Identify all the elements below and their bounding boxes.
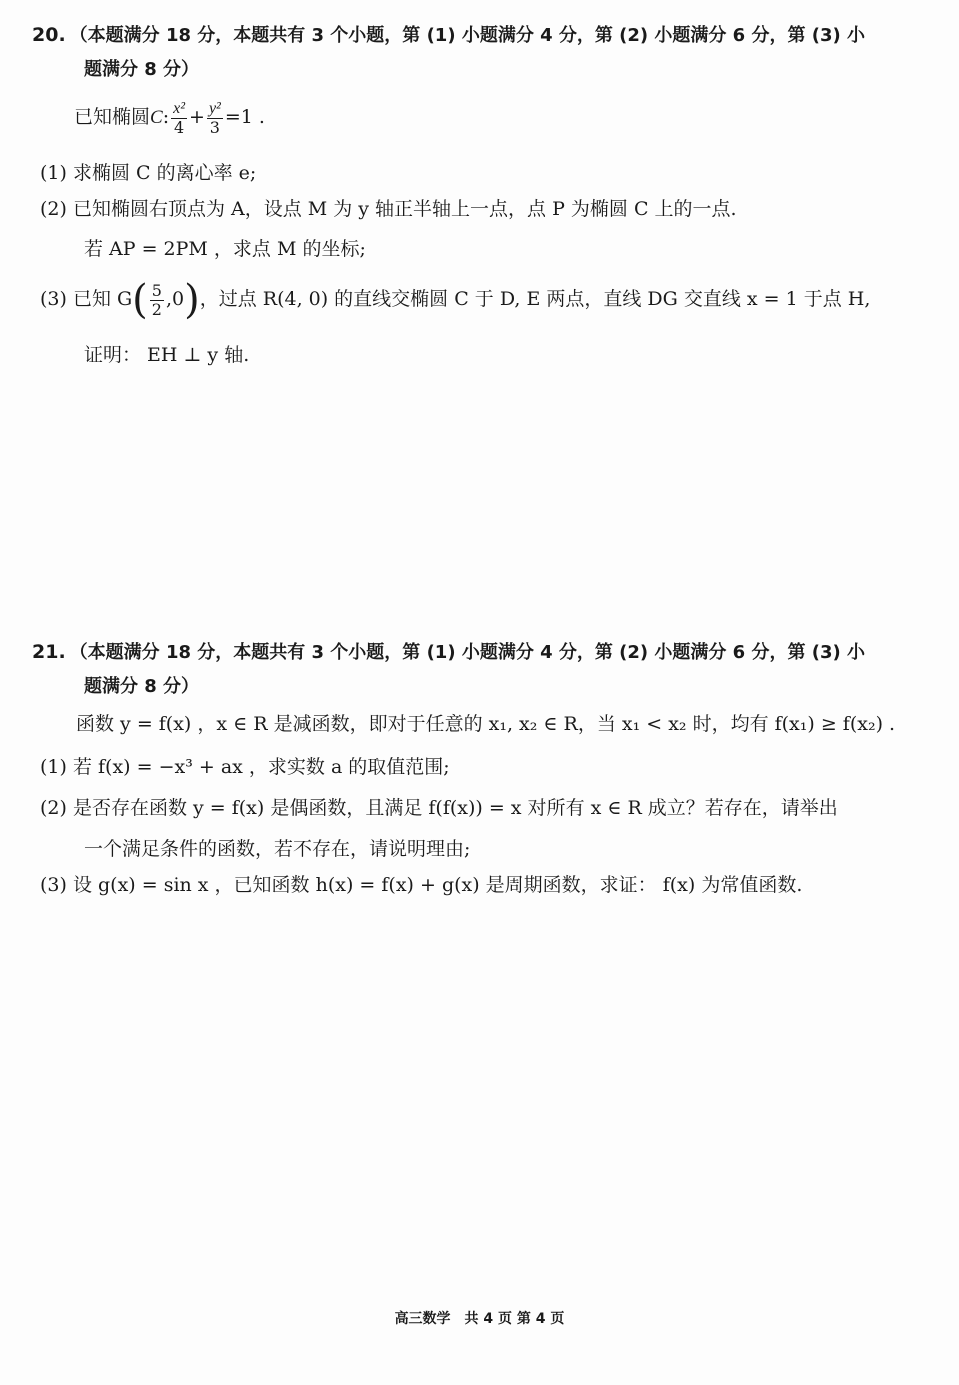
q20-frac2 xyxy=(207,100,223,137)
q21-part2-line2: 一个满足条件的函数，若不存在，请说明理由; xyxy=(84,838,471,860)
q20-given-C: C xyxy=(150,107,163,128)
q21-part2-line1: (2) 是否存在函数 y = f(x) 是偶函数，且满足 f(f(x)) = x 对所有 x ∈ R 成立？若存在，请举出 xyxy=(40,797,838,819)
q21-part1: (1) 若 f(x) = −x³ + ax ，求实数 a 的取值范围; xyxy=(40,756,450,778)
q20-given-colon: : xyxy=(162,106,170,128)
q20-given-prefix: 已知椭圆 xyxy=(74,106,151,128)
q21-part3: (3) 设 g(x) = sin x ，已知函数 h(x) = f(x) + g(x) 是周期函数，求证： f(x) 为常值函数. xyxy=(40,874,803,896)
q20-part3-frac-num: 5 xyxy=(151,280,162,300)
q20-part2-line1: (2) 已知椭圆右顶点为 A，设点 M 为 y 轴正半轴上一点，点 P 为椭圆 C 上的一点. xyxy=(40,198,737,220)
q20-number: 20. xyxy=(32,24,66,46)
q20-frac2-den: 3 xyxy=(209,117,220,137)
page-footer: 高三数学 共 4 页 第 4 页 xyxy=(394,1311,565,1327)
q20-part2-line2: 若 AP = 2PM ，求点 M 的坐标; xyxy=(84,238,366,260)
q20-frac1-num: x² xyxy=(173,99,186,117)
q20-frac1-den: 4 xyxy=(173,117,185,137)
q21-header1: （本题满分 18 分，本题共有 3 个小题，第 (1) 小题满分 4 分，第 (2) 小题满分 6 分，第 (3) 小 xyxy=(69,642,865,663)
q21-header2: 题满分 8 分） xyxy=(84,676,200,697)
q20-part3-zero: ,0 xyxy=(165,288,185,310)
q20-part3-line1 xyxy=(40,276,870,323)
q20-header2: 题满分 8 分） xyxy=(84,59,200,80)
q20-part1: (1) 求椭圆 C 的离心率 e; xyxy=(40,162,257,184)
q20-header-line1 xyxy=(32,22,865,49)
q21-given: 函数 y = f(x) ，x ∈ R 是减函数，即对于任意的 x₁, x₂ ∈ R，当 x₁ < x₂ 时，均有 f(x₁) ≥ f(x₂) . xyxy=(76,713,896,735)
q21-header-line1 xyxy=(32,639,865,666)
q20-paren-right: ) xyxy=(184,277,200,323)
q20-frac2-num: y² xyxy=(208,99,221,117)
q20-part3-frac xyxy=(150,282,164,319)
q21-number: 21. xyxy=(32,641,66,663)
q20-plus: + xyxy=(189,106,205,128)
q20-given xyxy=(74,97,265,138)
q20-equals-one: =1 . xyxy=(224,106,265,128)
q20-paren-left: ( xyxy=(132,277,148,323)
q20-part3-line2: 证明： EH ⊥ y 轴. xyxy=(84,344,250,366)
q20-part3-frac-den: 2 xyxy=(151,299,162,319)
q20-part3-prefix: (3) 已知 G xyxy=(40,288,133,310)
q21-header-line2 xyxy=(84,673,199,700)
q20-frac1 xyxy=(171,100,187,137)
q20-header-line2 xyxy=(84,56,199,83)
q20-part3-rest: ，过点 R(4, 0) 的直线交椭圆 C 于 D, E 两点，直线 DG 交直线 x = 1 于点 H, xyxy=(199,288,871,310)
q20-header1: （本题满分 18 分，本题共有 3 个小题，第 (1) 小题满分 4 分，第 (2) 小题满分 6 分，第 (3) 小 xyxy=(69,25,865,46)
